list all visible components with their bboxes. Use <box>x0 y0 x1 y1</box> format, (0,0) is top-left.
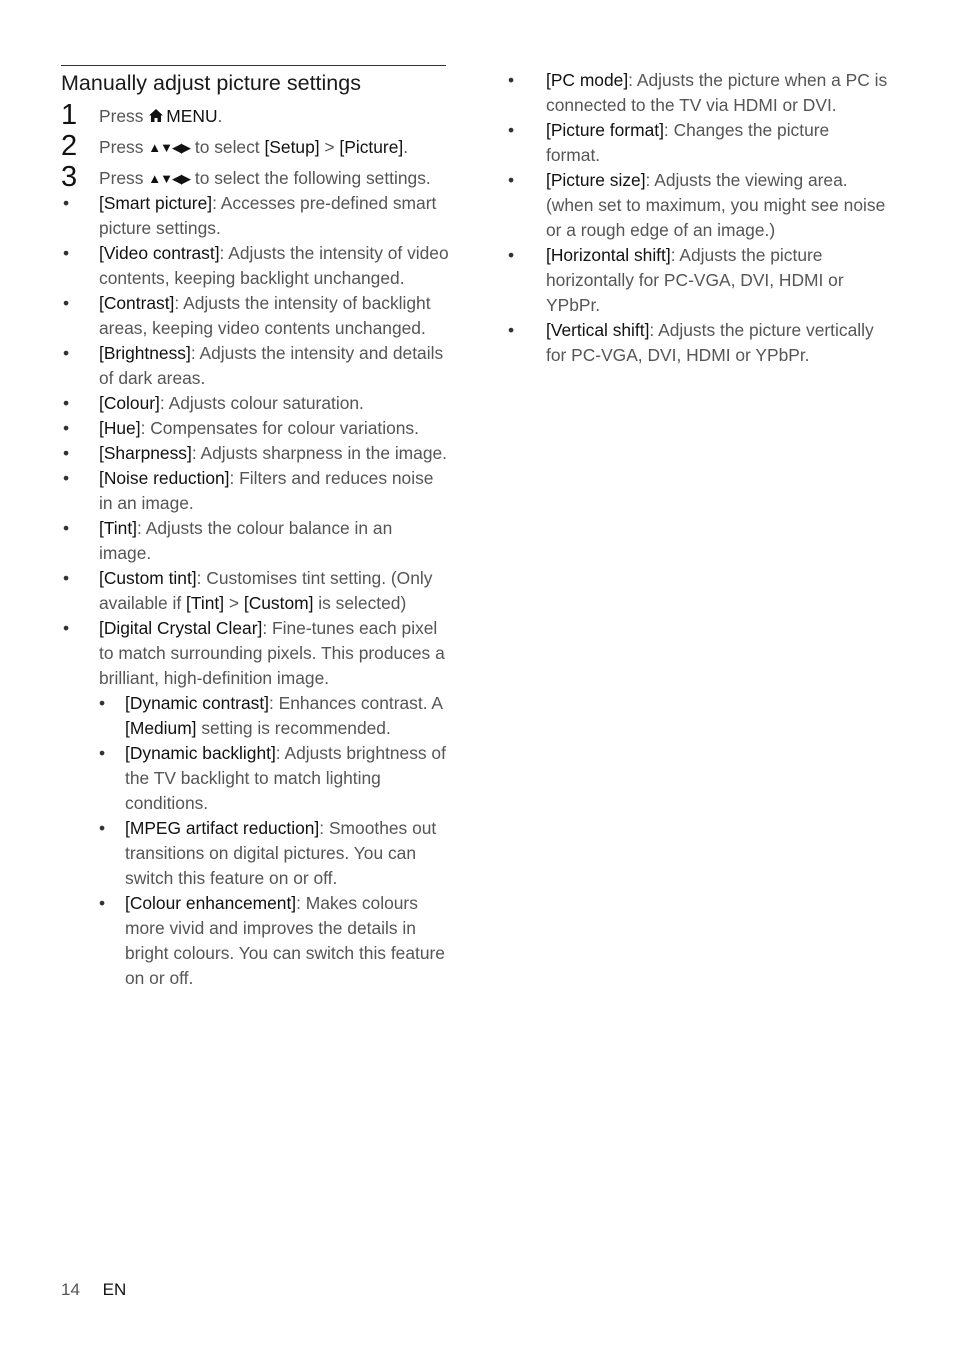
bullet-icon: • <box>63 568 70 588</box>
bullet-icon: • <box>63 418 70 438</box>
bullet-icon: • <box>99 693 106 713</box>
list-item: • [Horizontal shift]: Adjusts the picture horizontally for PC-VGA, DVI, HDMI or YPbPr. <box>508 245 844 315</box>
list-item: • [Noise reduction]: Filters and reduces noise in an image. <box>63 468 434 513</box>
bullet-icon: • <box>508 70 515 90</box>
list-item: • [Colour]: Adjusts colour saturation. <box>61 391 449 416</box>
setup-label: [Setup] <box>264 137 320 157</box>
list-item: • [Video contrast]: Adjusts the intensity of video contents, keeping backlight unchanged. <box>63 243 449 288</box>
sub-list-item: • [Dynamic backlight]: Adjusts brightness of the TV backlight to match lighting conditions. <box>99 743 446 813</box>
navigation-arrows-icon: ▲▼◀▶ <box>148 171 191 186</box>
bullet-icon: • <box>508 320 515 340</box>
list-item: • [Digital Crystal Clear]: Fine-tunes each pixel to match surrounding pixels. This produces a brilliant, high-definition image. <box>63 618 445 688</box>
step-1: 1 Press MENU. <box>61 99 223 131</box>
list-item: • [Vertical shift]: Adjusts the picture vertically for PC-VGA, DVI, HDMI or YPbPr. <box>508 320 874 365</box>
navigation-arrows-icon: ▲▼◀▶ <box>148 140 191 155</box>
bullet-icon: • <box>99 818 106 838</box>
step-number: 3 <box>61 161 78 193</box>
bullet-icon: • <box>63 193 70 213</box>
bullet-icon: • <box>63 443 70 463</box>
page-number: 14 <box>61 1280 80 1299</box>
bullet-icon: • <box>63 243 70 263</box>
sub-list-item: • [MPEG artifact reduction]: Smoothes out transitions on digital pictures. You can switch this feature on or off. <box>99 818 437 888</box>
list-item: • [Tint]: Adjusts the colour balance in an image. <box>63 518 393 563</box>
sub-list-item: • [Dynamic contrast]: Enhances contrast. A [Medium] setting is recommended. <box>99 693 443 738</box>
list-item: • [Picture size]: Adjusts the viewing area. (when set to maximum, you might see noise or a rough edge of an image.) <box>508 170 886 240</box>
left-column <box>61 99 449 991</box>
list-item: • [PC mode]: Adjusts the picture when a PC is connected to the TV via HDMI or DVI. <box>508 70 888 115</box>
home-icon <box>148 108 164 123</box>
bullet-icon: • <box>99 743 106 763</box>
step-3: 3 Press ▲▼◀▶ to select the following settings. <box>61 161 431 193</box>
list-item: • [Brightness]: Adjusts the intensity and details of dark areas. <box>63 343 444 388</box>
picture-label: [Picture] <box>339 137 404 157</box>
section-divider <box>61 65 446 66</box>
list-item: • [Picture format]: Changes the picture format. <box>508 120 830 165</box>
right-column <box>508 68 888 368</box>
list-item: • [Hue]: Compensates for colour variations. <box>61 416 449 441</box>
step-2: 2 Press ▲▼◀▶ to select [Setup] > [Picture]. <box>61 130 409 162</box>
list-item: • [Sharpness]: Adjusts sharpness in the image. <box>61 441 449 466</box>
step-number: 1 <box>61 99 78 131</box>
bullet-icon: • <box>63 518 70 538</box>
section-title: Manually adjust picture settings <box>61 71 361 95</box>
bullet-icon: • <box>63 343 70 363</box>
page-footer <box>61 1279 126 1301</box>
bullet-icon: • <box>508 170 515 190</box>
sub-list-item: • [Colour enhancement]: Makes colours more vivid and improves the details in bright colours. You can switch this feature on or off. <box>99 893 445 988</box>
bullet-icon: • <box>63 468 70 488</box>
list-item: • [Custom tint]: Customises tint setting. (Only available if [Tint] > [Custom] is selected) <box>63 568 433 613</box>
bullet-icon: • <box>63 393 70 413</box>
list-item: • [Smart picture]: Accesses pre-defined smart picture settings. <box>63 193 437 238</box>
list-item: • [Contrast]: Adjusts the intensity of backlight areas, keeping video contents unchanged. <box>63 293 431 338</box>
bullet-icon: • <box>508 245 515 265</box>
bullet-icon: • <box>99 893 106 913</box>
menu-label: MENU <box>166 106 218 126</box>
language-code: EN <box>102 1280 127 1299</box>
bullet-icon: • <box>63 618 70 638</box>
step-number: 2 <box>61 130 78 162</box>
bullet-icon: • <box>508 120 515 140</box>
bullet-icon: • <box>63 293 70 313</box>
